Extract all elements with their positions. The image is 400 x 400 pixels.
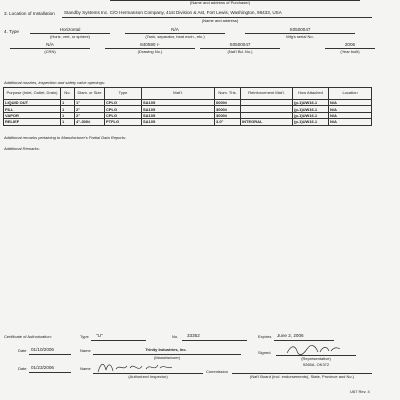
- auth-label: Certificate of Authorization:: [4, 334, 52, 339]
- form-id: U67 Rev. 4: [350, 389, 370, 394]
- header-attached: How Attached: [293, 88, 329, 100]
- type-label-cert: Type: [80, 334, 89, 339]
- cell-material: SA105: [142, 100, 215, 106]
- purchaser-line: [110, 0, 360, 1]
- cell-location: N/A: [329, 112, 372, 118]
- nozzles-header-row: [4, 88, 372, 100]
- cell-no: 1: [61, 119, 75, 125]
- board-no-value: S0500047: [229, 42, 251, 47]
- orientation-value: Horizontal: [59, 27, 81, 32]
- expires-label: Expires: [258, 334, 272, 339]
- header-diam: Diam. or Size: [75, 88, 105, 100]
- cert-no-line: [182, 340, 247, 341]
- location-value: Standby Systems Inc. C/O Hermanson Company, 41st Division & Ast, Fort Lewis, Washington, 98433, USA: [64, 10, 282, 15]
- commission-label: Commission: [206, 369, 229, 374]
- cell-thickness: 3000#: [215, 106, 241, 112]
- cell-no: 1: [61, 106, 75, 112]
- cell-type: CPLG: [105, 112, 142, 118]
- cell-diam: 1": [75, 100, 105, 106]
- header-type: Type: [105, 88, 142, 100]
- partial-remarks-label: Additional remarks pertaining to Manufacturer's Partial Data Reports:: [4, 135, 126, 140]
- cell-attached: (p-1)UW16.1: [293, 119, 329, 125]
- cell-thickness: 6000#: [215, 100, 241, 106]
- inspector-caption: (Authorized Inspector): [128, 374, 168, 379]
- date1-line: [29, 354, 71, 355]
- cell-purpose: RELIEF: [4, 119, 61, 125]
- header-no: No.: [61, 88, 75, 100]
- cell-type: PTFLG: [105, 119, 142, 125]
- cell-no: 1: [61, 100, 75, 106]
- signed-label: Signed: [258, 350, 271, 355]
- cell-reinforcement: INTEGRAL: [241, 119, 293, 125]
- cell-location: N/A: [329, 106, 372, 112]
- date2-value: 01/23/2006: [31, 365, 54, 370]
- cell-material: SA105: [142, 112, 215, 118]
- cell-location: N/A: [329, 119, 372, 125]
- cert-type-line: [91, 340, 146, 341]
- serial-value: S0500047: [289, 27, 311, 32]
- cert-no-value: 33352: [187, 333, 200, 338]
- location-label: 3. Location of Installation: [4, 11, 55, 16]
- cell-attached: (p-1)UW16.1: [293, 100, 329, 106]
- board-caption: (Nat'l Board (incl. endorsements), State, Province and No.): [249, 374, 355, 379]
- cell-thickness: 3.0": [215, 119, 241, 125]
- orientation-caption: (Horiz, vert, or sphere): [49, 34, 90, 39]
- tank-type-value: N/A: [171, 27, 179, 32]
- nozzles-title: Additional nozzles, inspection and safety valve openings:: [4, 80, 105, 85]
- date1-value: 01/10/2006: [31, 347, 54, 352]
- cell-type: CPLG: [105, 106, 142, 112]
- expires-line: [274, 340, 334, 341]
- name1-label: Name: [80, 348, 91, 353]
- tank-type-caption: (Tank, separator, heat exch., etc.): [145, 34, 205, 39]
- manufacturer-name: Trinity Industries, Inc.: [145, 347, 187, 352]
- date2-line: [29, 372, 71, 373]
- drawing-value: 840590 r-: [140, 42, 160, 47]
- cell-attached: (p-1)UW16.1: [293, 106, 329, 112]
- cert-type-value: "U": [96, 333, 103, 338]
- cell-no: 1: [61, 112, 75, 118]
- cell-purpose: FILL: [4, 106, 61, 112]
- year-value: 2006: [344, 42, 356, 47]
- header-material: Mat'l.: [142, 88, 215, 100]
- serial-caption: Mfg's serial No.: [286, 34, 314, 39]
- crn-value: N/A: [46, 42, 54, 47]
- cell-diam: 2": [75, 112, 105, 118]
- cell-thickness: 3000#: [215, 112, 241, 118]
- cell-purpose: VAPOR: [4, 112, 61, 118]
- date2-label: Date: [18, 366, 27, 371]
- location-caption: (Name and address): [201, 18, 239, 23]
- rep-id: 9265A, OK372: [302, 362, 330, 367]
- cell-diam: 4"-300#: [75, 119, 105, 125]
- cell-material: SA105: [142, 119, 215, 125]
- cell-location: N/A: [329, 100, 372, 106]
- cell-type: CPLG: [105, 100, 142, 106]
- cell-diam: 2": [75, 106, 105, 112]
- representative-caption: (Representative): [301, 356, 331, 361]
- type-label: 4. Type: [4, 29, 19, 34]
- representative-signature: [285, 343, 343, 357]
- header-thickness: Nom. Thk.: [215, 88, 241, 100]
- name2-label: Name: [80, 366, 91, 371]
- board-no-caption: (Nat'l Bd. No.): [227, 49, 253, 54]
- additional-remarks-label: Additional Remarks:: [4, 146, 40, 151]
- drawing-caption: (Drawing No.): [137, 49, 163, 54]
- cell-purpose: LIQUID OUT: [4, 100, 61, 106]
- cell-material: SA105: [142, 106, 215, 112]
- nozzles-table: [3, 87, 372, 126]
- manufacturer-caption: (Manufacturer): [153, 355, 181, 360]
- header-purpose: Purpose (Inlet, Outlet, Drain): [4, 88, 61, 100]
- header-reinforcement: Reinforcement Mat'l.: [241, 88, 293, 100]
- crn-caption: (CRN): [44, 49, 56, 54]
- cell-attached: (p-1)UW16.1: [293, 112, 329, 118]
- expires-value: June 2, 2006: [277, 333, 304, 338]
- cert-no-label: No.: [172, 334, 179, 339]
- purchaser-caption: (Name and address of Purchaser): [189, 0, 251, 5]
- year-caption: (Year built): [340, 49, 360, 54]
- date1-label: Date: [18, 348, 27, 353]
- header-location: Location: [329, 88, 372, 100]
- table-row: [4, 119, 372, 125]
